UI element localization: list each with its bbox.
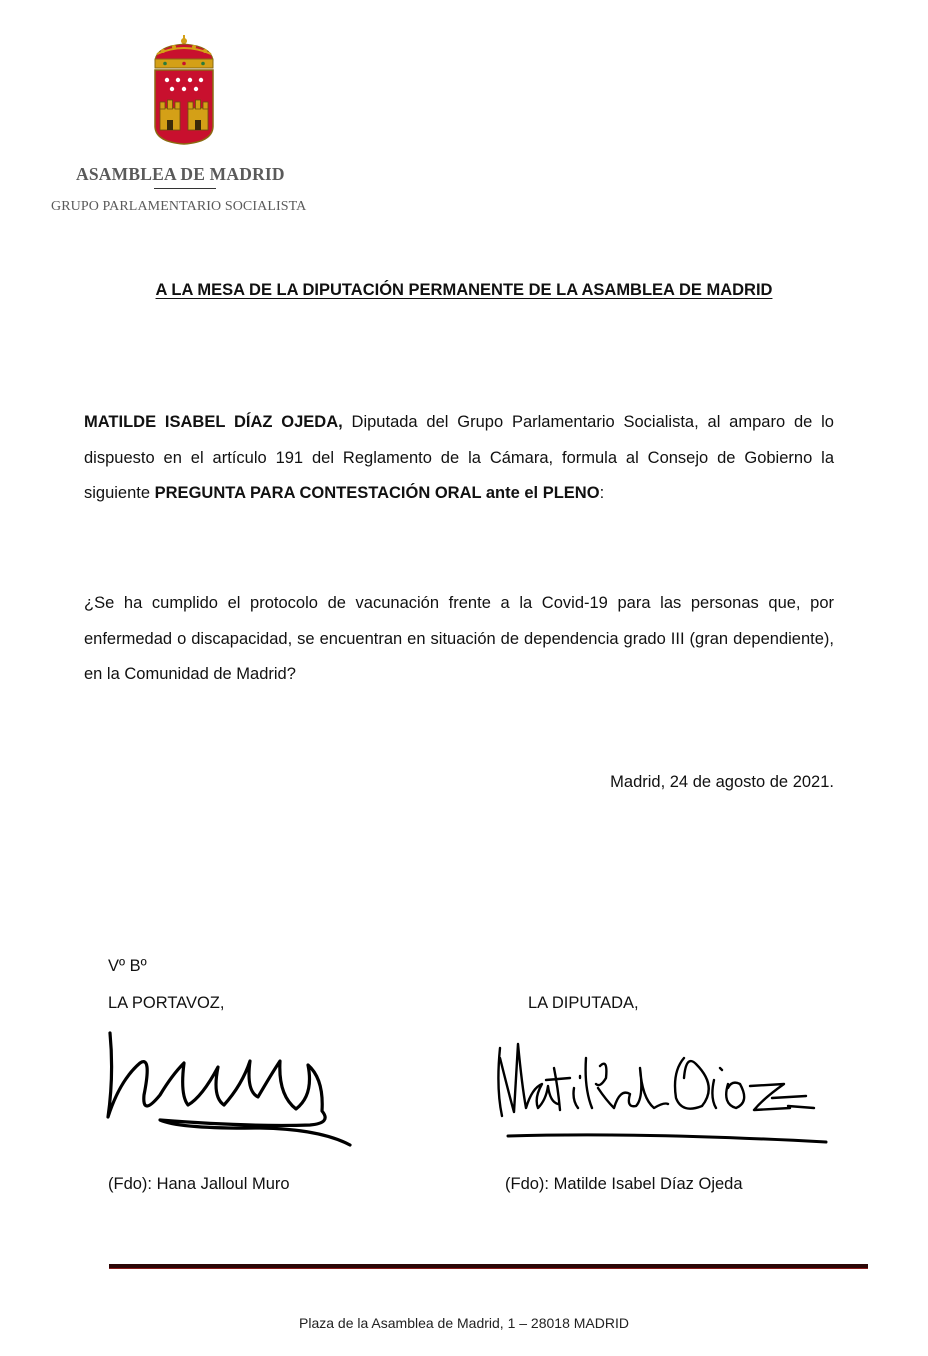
question-type: PREGUNTA PARA CONTESTACIÓN ORAL ante el PLENO bbox=[154, 484, 600, 502]
question-paragraph: ¿Se ha cumplido el protocolo de vacunación frente a la Covid-19 para las personas que, por enfermedad o discapacidad, se encuentran en situación de dependencia grado III (gran dependiente), en la Comunidad de Madrid? bbox=[84, 594, 834, 683]
addressee-heading: A LA MESA DE LA DIPUTACIÓN PERMANENTE DE LA ASAMBLEA DE MADRID bbox=[155, 281, 773, 299]
left-signer-role: LA PORTAVOZ, bbox=[108, 994, 225, 1012]
footer-divider bbox=[109, 1264, 868, 1269]
author-name: MATILDE ISABEL DÍAZ OJEDA, bbox=[84, 413, 343, 431]
left-signer-name: (Fdo): Hana Jalloul Muro bbox=[108, 1175, 290, 1193]
right-signer-role: LA DIPUTADA, bbox=[528, 994, 639, 1012]
right-signer-name: (Fdo): Matilde Isabel Díaz Ojeda bbox=[505, 1175, 743, 1193]
intro-colon: : bbox=[599, 484, 605, 502]
right-handwritten-signature bbox=[488, 1028, 833, 1150]
date-line: Madrid, 24 de agosto de 2021. bbox=[610, 773, 834, 791]
intro-paragraph bbox=[84, 405, 834, 512]
left-handwritten-signature bbox=[100, 1025, 360, 1150]
approval-mark: Vº Bº bbox=[108, 957, 147, 975]
parliamentary-group-name: GRUPO PARLAMENTARIO SOCIALISTA bbox=[51, 199, 307, 214]
intro-text: Diputada del Grupo Parlamentario Socialista, al amparo de lo dispuesto en el artículo 191 del Reglamento de la Cámara, formula al Consejo de Gobierno la siguiente bbox=[84, 413, 834, 502]
coat-of-arms-icon bbox=[147, 34, 221, 146]
footer-address: Plaza de la Asamblea de Madrid, 1 – 28018 MADRID bbox=[299, 1315, 629, 1331]
header-divider bbox=[154, 188, 216, 189]
organization-name: ASAMBLEA DE MADRID bbox=[76, 164, 285, 184]
